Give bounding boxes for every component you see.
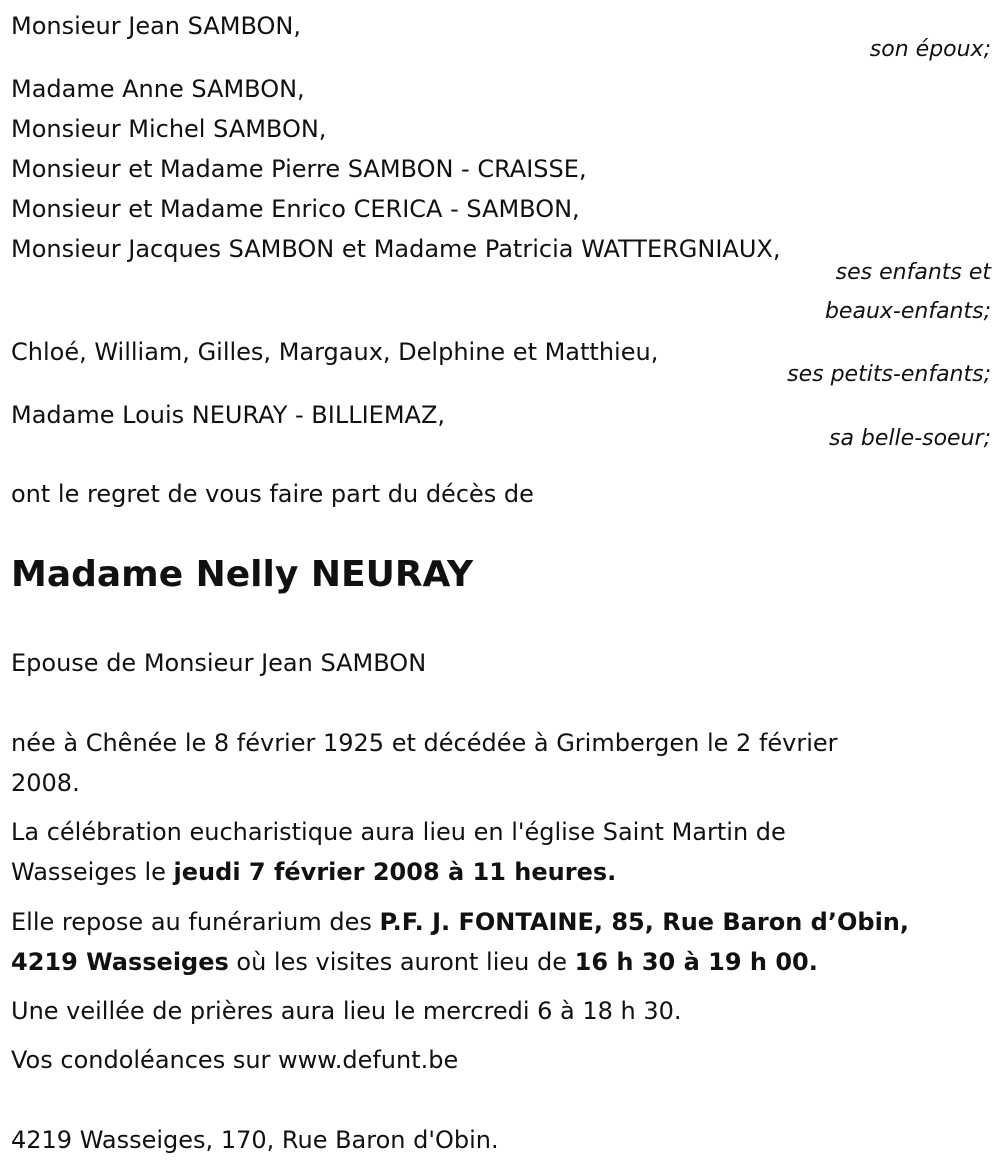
ceremony-date-line [11,852,616,892]
grandchildren-role: ses petits-enfants; [787,362,991,387]
repose-line-continued [11,942,818,982]
deceased-name: Madame Nelly NEURAY [11,554,474,595]
grandchildren-names: Chloé, William, Gilles, Margaux, Delphine et Matthieu, [11,338,659,366]
birth-death-text: née à Chênée le 8 février 1925 et décédée à Grimbergen le 2 février [11,729,838,757]
condolences-text: Vos condoléances sur www.defunt.be [11,1046,459,1074]
child-name: Madame Anne SAMBON, [11,75,305,103]
child-name: Monsieur Jacques SAMBON et Madame Patricia WATTERGNIAUX, [11,235,781,263]
spouse-of-text: Epouse de Monsieur Jean SAMBON [11,649,427,677]
obituary-notice [11,0,991,1175]
child-name: Monsieur Michel SAMBON, [11,115,327,143]
spouse-role: son époux; [869,37,991,62]
repose-line [11,902,909,942]
ceremony-prefix: Wasseiges le [11,858,174,886]
ceremony-date-time: jeudi 7 février 2008 à 11 heures. [173,858,617,886]
announcement-text: ont le regret de vous faire part du décès de [11,480,534,508]
sister-in-law-name: Madame Louis NEURAY - BILLIEMAZ, [11,401,446,429]
spouse-name: Monsieur Jean SAMBON, [11,12,301,40]
family-address: 4219 Wasseiges, 170, Rue Baron d'Obin. [11,1126,499,1154]
visiting-hours: 16 h 30 à 19 h 00. [574,948,818,976]
funeral-home-address: P.F. J. FONTAINE, 85, Rue Baron d’Obin, [379,908,909,936]
sister-in-law-role: sa belle-soeur; [829,426,991,451]
funeral-home-town: 4219 Wasseiges [11,948,229,976]
child-name: Monsieur et Madame Pierre SAMBON - CRAISSE, [11,155,587,183]
child-name: Monsieur et Madame Enrico CERICA - SAMBON, [11,195,580,223]
children-role: ses enfants et [835,260,991,285]
repose-prefix: Elle repose au funérarium des [11,908,380,936]
children-role-continued: beaux-enfants; [824,299,991,324]
visits-text: où les visites auront lieu de [228,948,575,976]
birth-death-text-continued: 2008. [11,769,80,797]
vigil-text: Une veillée de prières aura lieu le mercredi 6 à 18 h 30. [11,997,682,1025]
ceremony-text: La célébration eucharistique aura lieu en l'église Saint Martin de [11,818,786,846]
